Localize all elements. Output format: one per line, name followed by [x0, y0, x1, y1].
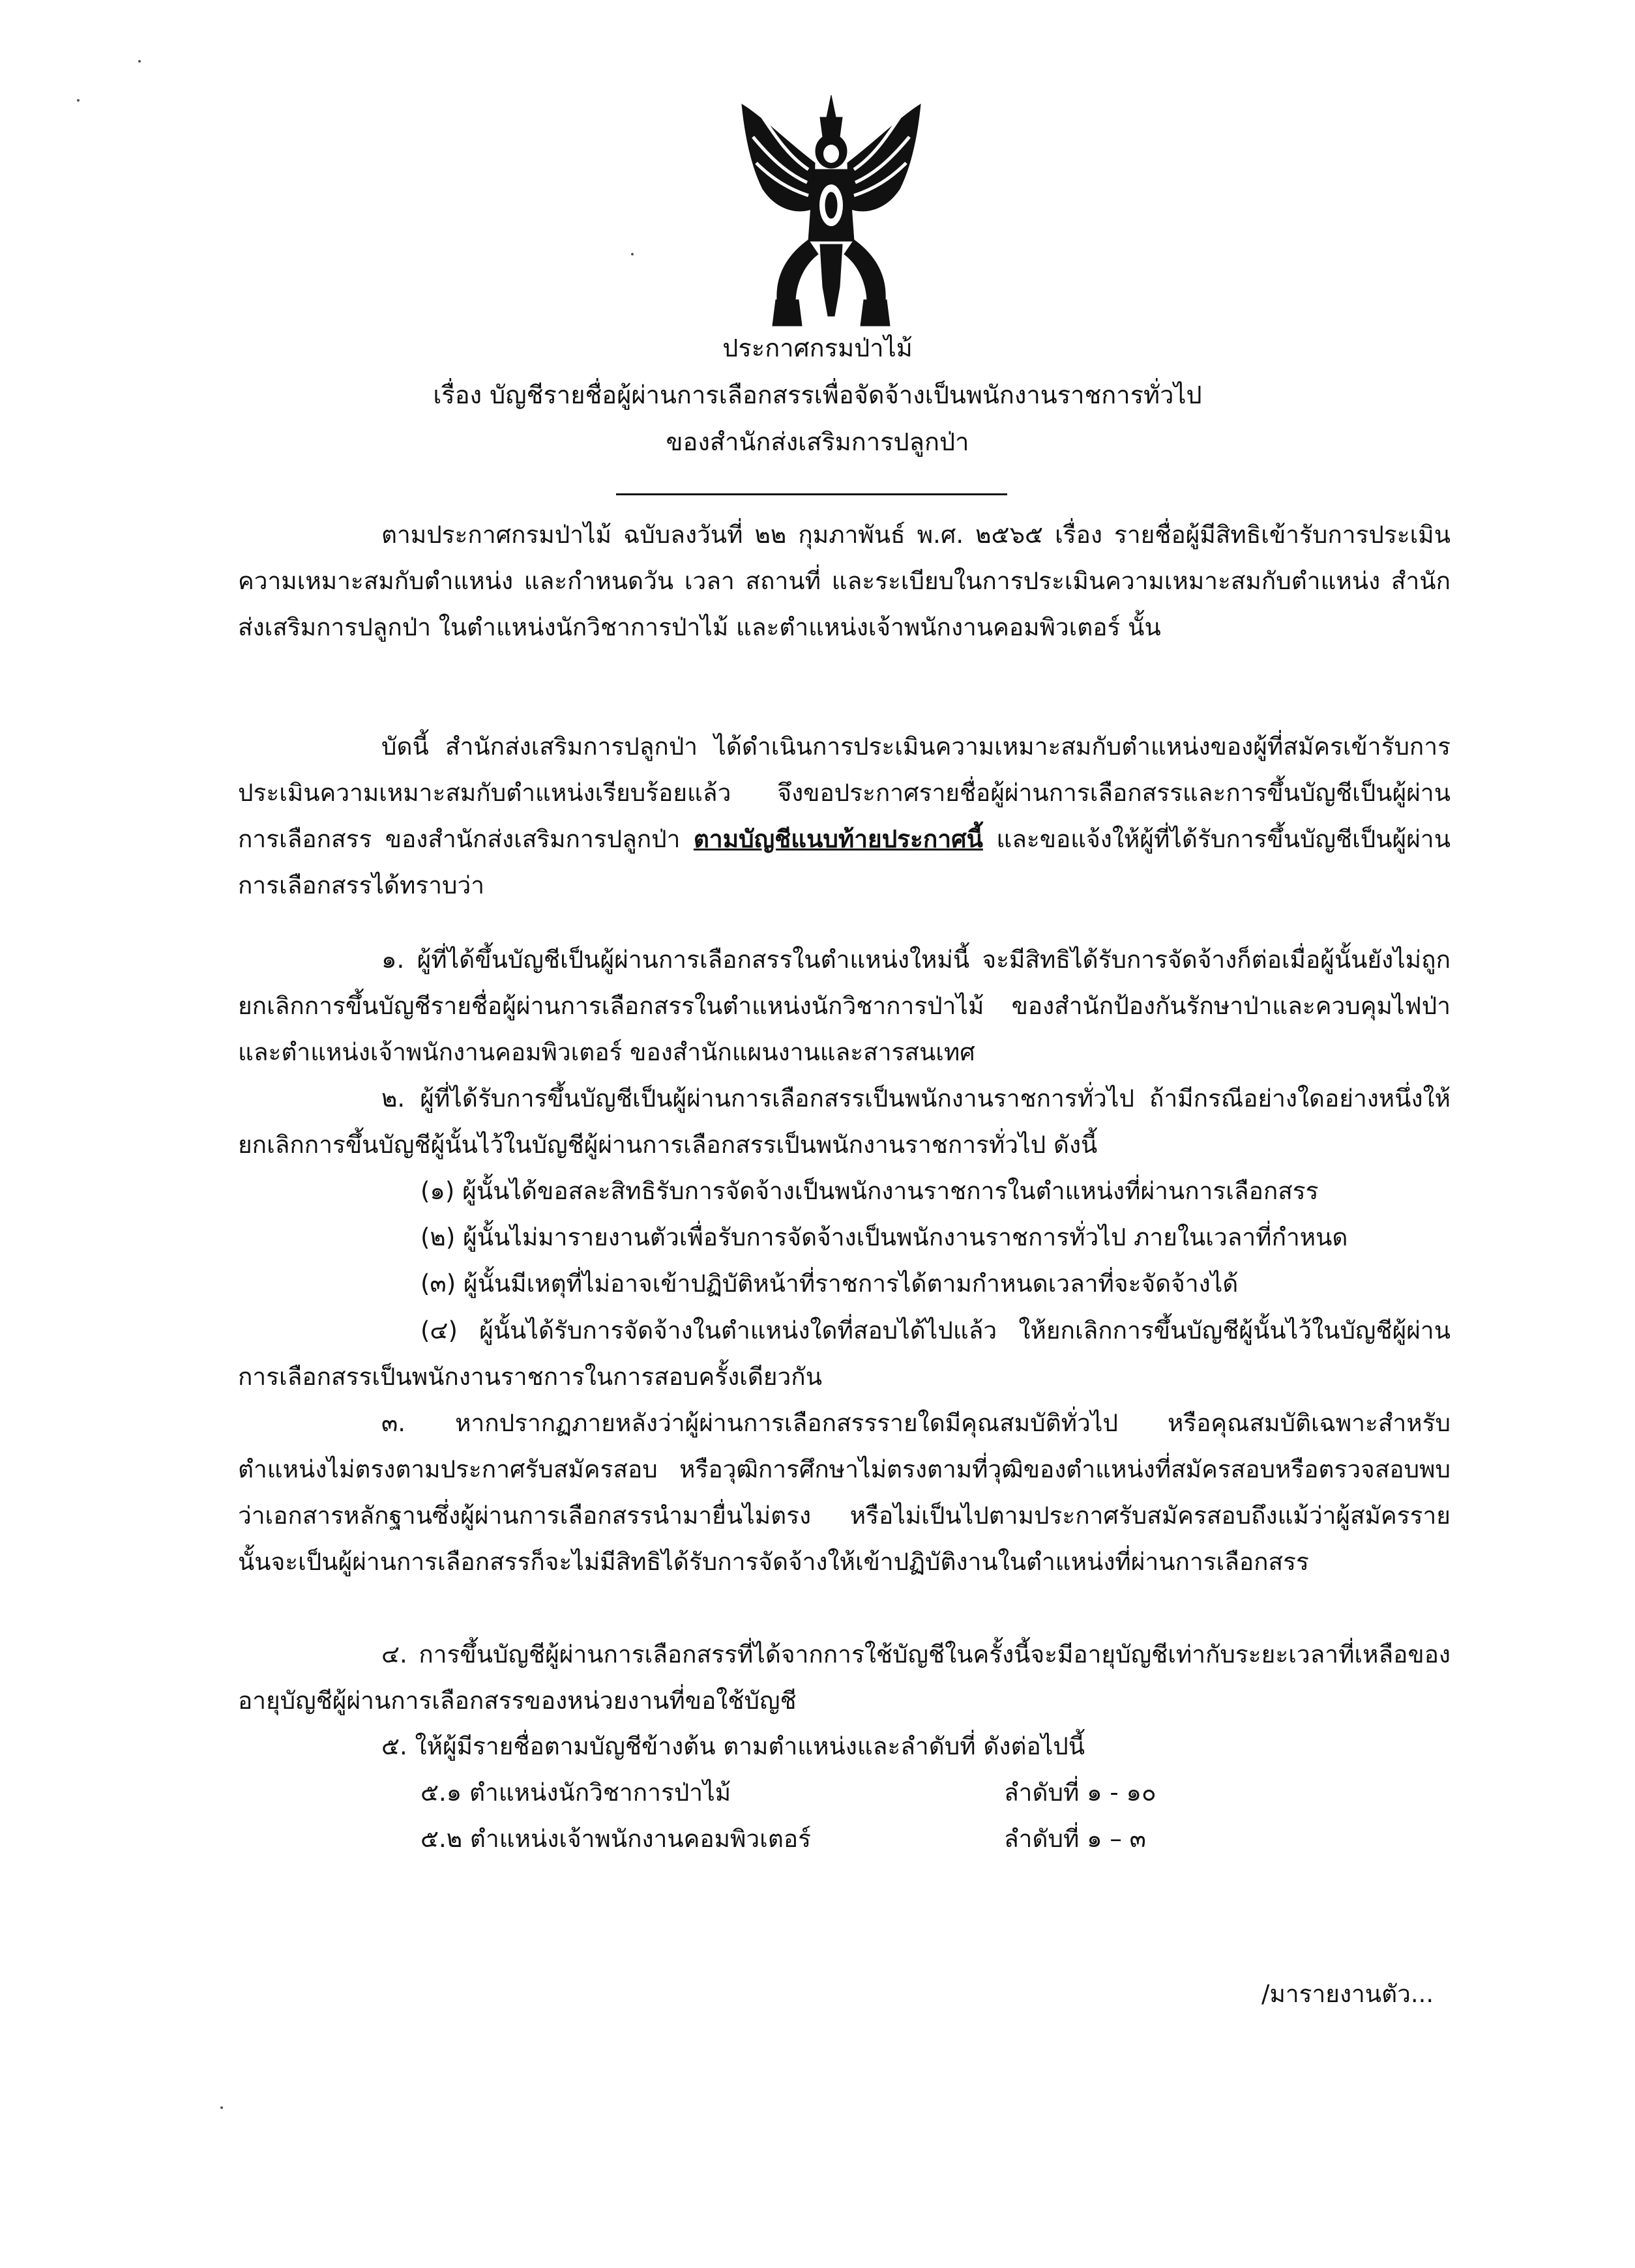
- item-2-sub-3: (๓) ผู้นั้นมีเหตุที่ไม่อาจเข้าปฏิบัติหน้าที่ราชการได้ตามกำหนดเวลาที่จะจัดจ้างได้: [420, 1270, 1239, 1298]
- item-4: ๔. การขึ้นบัญชีผู้ผ่านการเลือกสรรที่ได้จากการใช้บัญชีในครั้งนี้จะมีอายุบัญชีเท่ากับระยะเวลาที่เหลือของอายุบัญชีผู้ผ่านการเลือกสรรของหน่วยงานที่ขอใช้บัญชี: [238, 1640, 1451, 1715]
- position-2-order: ลำดับที่ ๑ – ๓: [1004, 1825, 1146, 1853]
- scan-speck: [77, 99, 80, 102]
- subject-line-2: ของสำนักส่งเสริมการปลูกป่า: [666, 428, 969, 456]
- announcement-text-end: และขอแจ้งให้ผู้ที่ได้รับการขึ้นบัญชีเป็นผู้ผ่านการเลือกสรรได้ทราบว่า: [238, 825, 1451, 899]
- position-2-label: ๕.๒ ตำแหน่งเจ้าพนักงานคอมพิวเตอร์: [420, 1825, 811, 1853]
- announcement-paragraph: [238, 723, 1451, 909]
- title-divider: [616, 493, 1007, 495]
- item-2: ๒. ผู้ที่ได้รับการขึ้นบัญชีเป็นผู้ผ่านการเลือกสรรเป็นพนักงานราชการทั่วไป ถ้ามีกรณีอย่างใดอย่างหนึ่งให้ยกเลิกการขึ้นบัญชีผู้นั้นไว้ในบัญชีผู้ผ่านการเลือกสรรเป็นพนักงานราชการทั่วไป ดังนี้: [238, 1084, 1451, 1159]
- intro-paragraph: ตามประกาศกรมป่าไม้ ฉบับลงวันที่ ๒๒ กุมภาพันธ์ พ.ศ. ๒๕๖๕ เรื่อง รายชื่อผู้มีสิทธิเข้ารับการประเมินความเหมาะสมกับตำแหน่ง และกำหนดวัน เวลา สถานที่ และระเบียบในการประเมินความเหมาะสมกับตำแหน่ง สำนักส่งเสริมการปลูกป่า ในตำแหน่งนักวิชาการป่าไม้ และตำแหน่งเจ้าพนักงานคอมพิวเตอร์ นั้น: [238, 521, 1451, 641]
- attached-list-reference: ตามบัญชีแนบท้ายประกาศนี้: [693, 825, 983, 853]
- position-1-label: ๕.๑ ตำแหน่งนักวิชาการป่าไม้: [420, 1779, 731, 1807]
- item-5: ๕. ให้ผู้มีรายชื่อตามบัญชีข้างต้น ตามตำแหน่งและลำดับที่ ดังต่อไปนี้: [381, 1732, 1085, 1760]
- announcement-text: บัดนี้ สำนักส่งเสริมการปลูกป่า ได้ดำเนินการประเมินความเหมาะสมกับตำแหน่งของผู้ที่สมัครเข้ารับการประเมินความเหมาะสมกับตำแหน่งเรียบร้อยแล้ว จึงขอประกาศรายชื่อผู้ผ่านการเลือกสรรและการขึ้นบัญชีเป็นผู้ผ่านการเลือกสรร ของสำนักส่งเสริมการปลูกป่า: [238, 733, 1451, 853]
- subject-line: เรื่อง บัญชีรายชื่อผู้ผ่านการเลือกสรรเพื่อจัดจ้างเป็นพนักงานราชการทั่วไป: [433, 381, 1202, 409]
- scan-speck: [631, 253, 634, 255]
- item-2-sub-1: (๑) ผู้นั้นได้ขอสละสิทธิรับการจัดจ้างเป็นพนักงานราชการในตำแหน่งที่ผ่านการเลือกสรร: [420, 1177, 1319, 1205]
- scan-speck: [138, 60, 141, 63]
- announcement-title: ประกาศกรมป่าไม้: [722, 334, 913, 362]
- item-3: ๓. หากปรากฏภายหลังว่าผู้ผ่านการเลือกสรรรายใดมีคุณสมบัติทั่วไป หรือคุณสมบัติเฉพาะสำหรับตำแหน่งไม่ตรงตามประกาศรับสมัครสอบ หรือวุฒิการศึกษาไม่ตรงตามที่วุฒิของตำแหน่งที่สมัครสอบหรือตรวจสอบพบว่าเอกสารหลักฐานซึ่งผู้ผ่านการเลือกสรรนำมายื่นไม่ตรง หรือไม่เป็นไปตามประกาศรับสมัครสอบถึงแม้ว่าผู้สมัครรายนั้นจะเป็นผู้ผ่านการเลือกสรรก็จะไม่มีสิทธิได้รับการจัดจ้างให้เข้าปฏิบัติงานในตำแหน่งที่ผ่านการเลือกสรร: [238, 1409, 1451, 1576]
- scan-speck: [220, 2106, 223, 2109]
- continuation-marker: /มารายงานตัว...: [1261, 1980, 1434, 2008]
- item-2-sub-2: (๒) ผู้นั้นไม่มารายงานตัวเพื่อรับการจัดจ้างเป็นพนักงานราชการทั่วไป ภายในเวลาที่กำหนด: [420, 1223, 1348, 1251]
- item-1: ๑. ผู้ที่ได้ขึ้นบัญชีเป็นผู้ผ่านการเลือกสรรในตำแหน่งใหม่นี้ จะมีสิทธิได้รับการจัดจ้างก็ต่อเมื่อผู้นั้นยังไม่ถูกยกเลิกการขึ้นบัญชีรายชื่อผู้ผ่านการเลือกสรรในตำแหน่งนักวิชาการป่าไม้ ของสำนักป้องกันรักษาป่าและควบคุมไฟป่า และตำแหน่งเจ้าพนักงานคอมพิวเตอร์ ของสำนักแผนงานและสารสนเทศ: [238, 946, 1451, 1066]
- position-1-order: ลำดับที่ ๑ - ๑๐: [1004, 1779, 1156, 1807]
- garuda-emblem-icon: [737, 91, 926, 332]
- item-2-sub-4: (๔) ผู้นั้นได้รับการจัดจ้างในตำแหน่งใดที่สอบได้ไปแล้ว ให้ยกเลิกการขึ้นบัญชีผู้นั้นไว้ในบัญชีผู้ผ่านการเลือกสรรเป็นพนักงานราชการในการสอบครั้งเดียวกัน: [238, 1316, 1451, 1391]
